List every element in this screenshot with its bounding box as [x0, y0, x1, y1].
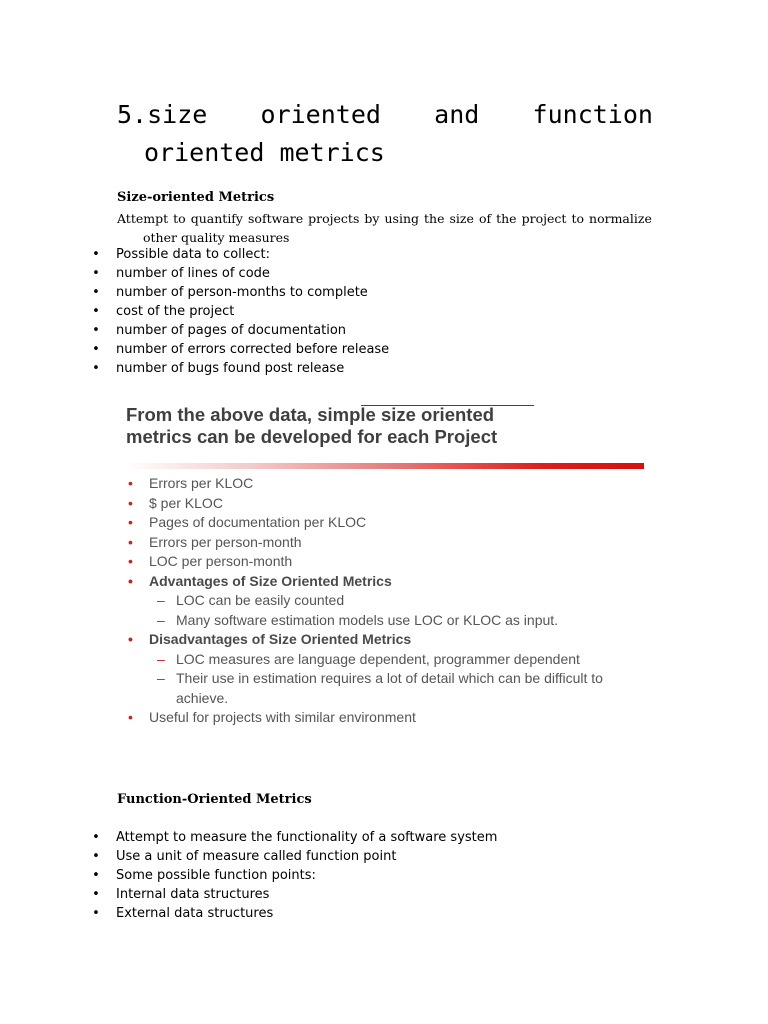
document-title — [117, 96, 653, 172]
bullet-icon: • — [128, 514, 133, 530]
dash-icon: – — [157, 670, 165, 686]
slide-item-text-continued: achieve. — [176, 689, 229, 706]
list-item — [90, 321, 389, 340]
bullet-icon: • — [92, 285, 100, 300]
list-item — [90, 264, 389, 283]
list-item-text: Internal data structures — [116, 887, 270, 902]
list-item-text: number of lines of code — [116, 266, 270, 281]
title-word: oriented — [260, 100, 381, 129]
list-item-text: number of pages of documentation — [116, 323, 347, 338]
slide-image — [118, 393, 648, 733]
slide-item-text: Advantages of Size Oriented Metrics — [149, 572, 392, 589]
list-item — [90, 359, 389, 378]
list-item-text: Attempt to measure the functionality of a software system — [116, 830, 498, 845]
slide-item-text: LOC measures are language dependent, programmer dependent — [176, 650, 580, 667]
paragraph-line-1 — [117, 209, 652, 228]
title-word: and — [434, 100, 480, 129]
slide-item — [126, 494, 603, 514]
list-item-text: number of person-months to complete — [116, 285, 368, 300]
list-item-text: number of bugs found post release — [116, 361, 345, 376]
paragraph-word: by — [364, 211, 380, 226]
paragraph-word: software — [248, 211, 304, 226]
bullet-icon: • — [128, 572, 133, 589]
paragraph-word: the — [424, 211, 445, 226]
bullet-icon: • — [128, 533, 133, 550]
list-item-text: Use a unit of measure called function point — [116, 849, 397, 864]
slide-heading-line-1: From the above data, simple size oriented — [126, 404, 495, 425]
list-item — [90, 866, 497, 885]
paragraph-word: Attempt — [117, 211, 169, 226]
bullet-icon: • — [92, 830, 100, 845]
bullet-icon: • — [92, 342, 100, 357]
slide-sub-item — [126, 591, 603, 611]
slide-item — [126, 572, 603, 592]
paragraph-word: using — [384, 211, 419, 226]
slide-bullet-list — [126, 474, 603, 728]
bullet-icon: • — [128, 709, 133, 725]
slide-sub-item — [126, 650, 603, 670]
dash-icon: – — [157, 592, 165, 608]
bullet-icon: • — [92, 849, 100, 864]
slide-item — [126, 513, 603, 533]
list-item-text: number of errors corrected before release — [116, 342, 390, 357]
bullet-icon: • — [128, 553, 133, 569]
paragraph-word: project — [521, 211, 567, 226]
title-word: function — [532, 100, 653, 129]
slide-heading — [126, 404, 497, 448]
slide-item-text: Errors per KLOC — [149, 475, 254, 491]
list-item — [90, 245, 389, 264]
paragraph-word: projects — [308, 211, 360, 226]
slide-item-text: LOC per person-month — [149, 553, 293, 569]
title-line-1 — [117, 96, 653, 134]
paragraph-word: normalize — [589, 211, 652, 226]
bullet-icon: • — [92, 361, 100, 376]
size-data-list — [90, 245, 389, 378]
bullet-icon: • — [128, 475, 133, 491]
list-item — [90, 283, 389, 302]
size-oriented-paragraph — [117, 209, 652, 247]
paragraph-line-2: other quality measures — [143, 230, 290, 245]
slide-item — [126, 533, 603, 553]
bullet-icon: • — [92, 887, 100, 902]
slide-sub-item — [126, 669, 603, 708]
slide-item-text: $ per KLOC — [149, 494, 223, 511]
list-item — [90, 904, 497, 923]
bullet-icon: • — [92, 304, 100, 319]
title-line-2: oriented metrics — [144, 138, 385, 167]
list-item-text: Possible data to collect: — [116, 247, 271, 262]
bullet-icon: • — [92, 247, 100, 262]
function-points-list — [90, 828, 497, 923]
slide-item-text: Their use in estimation requires a lot of detail which can be difficult to — [176, 670, 603, 686]
slide-item-text: Many software estimation models use LOC or KLOC as input. — [176, 611, 559, 628]
bullet-icon: • — [92, 868, 100, 883]
list-item — [90, 847, 497, 866]
bullet-icon: • — [128, 631, 133, 647]
slide-item — [126, 552, 603, 572]
paragraph-word: of — [478, 211, 492, 226]
list-item — [90, 885, 497, 904]
list-item-text: External data structures — [116, 906, 274, 921]
bullet-icon: • — [128, 494, 133, 511]
list-item-text: Some possible function points: — [116, 868, 316, 883]
paragraph-word: quantify — [190, 211, 243, 226]
slide-red-gradient-bar — [124, 463, 644, 469]
paragraph-word: to — [173, 211, 186, 226]
slide-item — [126, 630, 603, 650]
title-word: 5.size — [117, 100, 208, 129]
slide-item-text: Disadvantages of Size Oriented Metrics — [149, 631, 412, 647]
bullet-icon: • — [92, 266, 100, 281]
paragraph-word: size — [449, 211, 474, 226]
dash-icon: – — [157, 611, 165, 628]
function-oriented-heading: Function-Oriented Metrics — [117, 792, 312, 807]
size-oriented-heading: Size-oriented Metrics — [117, 190, 275, 205]
slide-item-text: Useful for projects with similar environment — [149, 709, 416, 725]
list-item-text: cost of the project — [116, 304, 235, 319]
slide-item — [126, 708, 603, 728]
slide-item-text: Errors per person-month — [149, 533, 302, 550]
slide-heading-line-2: metrics can be developed for each Project — [126, 426, 498, 447]
list-item — [90, 302, 389, 321]
paragraph-word: the — [496, 211, 517, 226]
dash-icon: – — [157, 650, 165, 667]
slide-sub-item — [126, 611, 603, 631]
bullet-icon: • — [92, 323, 100, 338]
slide-item-text: Pages of documentation per KLOC — [149, 514, 367, 530]
paragraph-word: to — [571, 211, 584, 226]
slide-item-text: LOC can be easily counted — [176, 592, 345, 608]
slide-item — [126, 474, 603, 494]
list-item — [90, 340, 389, 359]
bullet-icon: • — [92, 906, 100, 921]
list-item — [90, 828, 497, 847]
